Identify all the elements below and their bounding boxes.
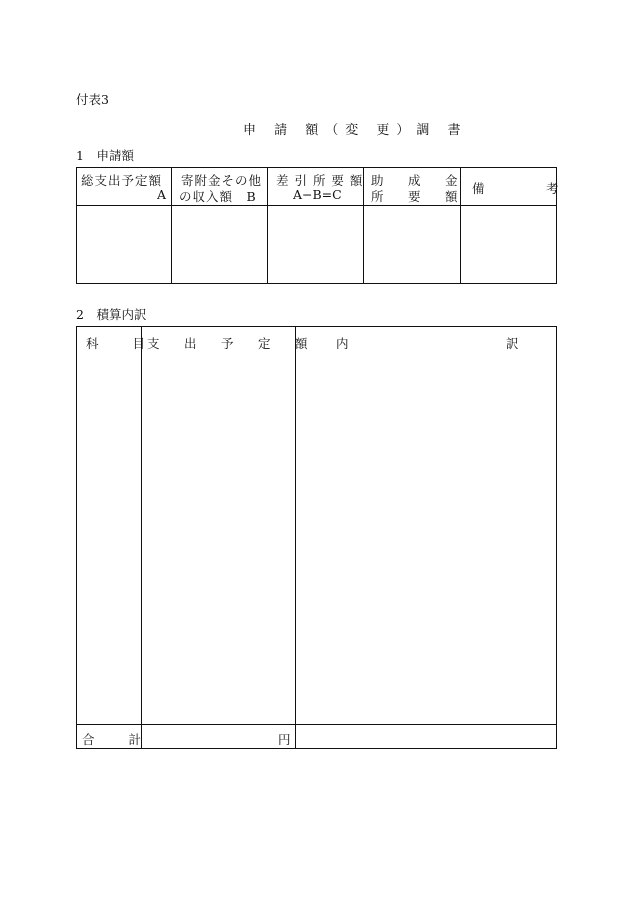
cell-total-expenditure[interactable] — [77, 206, 171, 283]
cell-amount-body[interactable] — [142, 352, 295, 723]
header-total-expenditure-code: A — [157, 187, 167, 202]
header-detail-right: 訳 — [506, 336, 519, 351]
header-remarks: 備 考 — [472, 181, 565, 196]
section1-heading: 1 申請額 — [76, 148, 134, 163]
page-title: 申 請 額（変 更）調 書 — [243, 123, 468, 138]
header-net-required-formula: A−B=C — [293, 187, 342, 202]
cell-subject-body[interactable] — [77, 352, 141, 723]
header-donations-income-sub: の収入額 B — [179, 189, 257, 204]
yen-unit: 円 — [278, 732, 291, 747]
total-amount-cell[interactable] — [142, 725, 272, 748]
cell-donations-income[interactable] — [172, 206, 267, 283]
total-label: 合 計 — [82, 732, 145, 747]
header-subject: 科 目 — [86, 336, 149, 351]
cell-net-required[interactable] — [268, 206, 363, 283]
header-net-required: 差 引 所 要 額 — [276, 173, 364, 188]
section2-heading: 2 積算内訳 — [76, 307, 147, 322]
cell-detail-body[interactable] — [296, 352, 556, 723]
header-donations-income: 寄附金その他 — [181, 173, 263, 188]
cell-remarks[interactable] — [461, 206, 556, 283]
total-detail-cell[interactable] — [296, 725, 556, 748]
header-total-expenditure: 総支出予定額 — [81, 173, 163, 188]
appendix-label: 付表3 — [76, 92, 109, 107]
header-grant: 助 成 金 — [371, 173, 464, 188]
header-grant-required: 所 要 額 — [371, 189, 464, 204]
header-detail-left: 内 — [336, 336, 349, 351]
cell-grant-required[interactable] — [364, 206, 460, 283]
header-planned-expenditure: 支 出 予 定 額 — [147, 336, 314, 351]
